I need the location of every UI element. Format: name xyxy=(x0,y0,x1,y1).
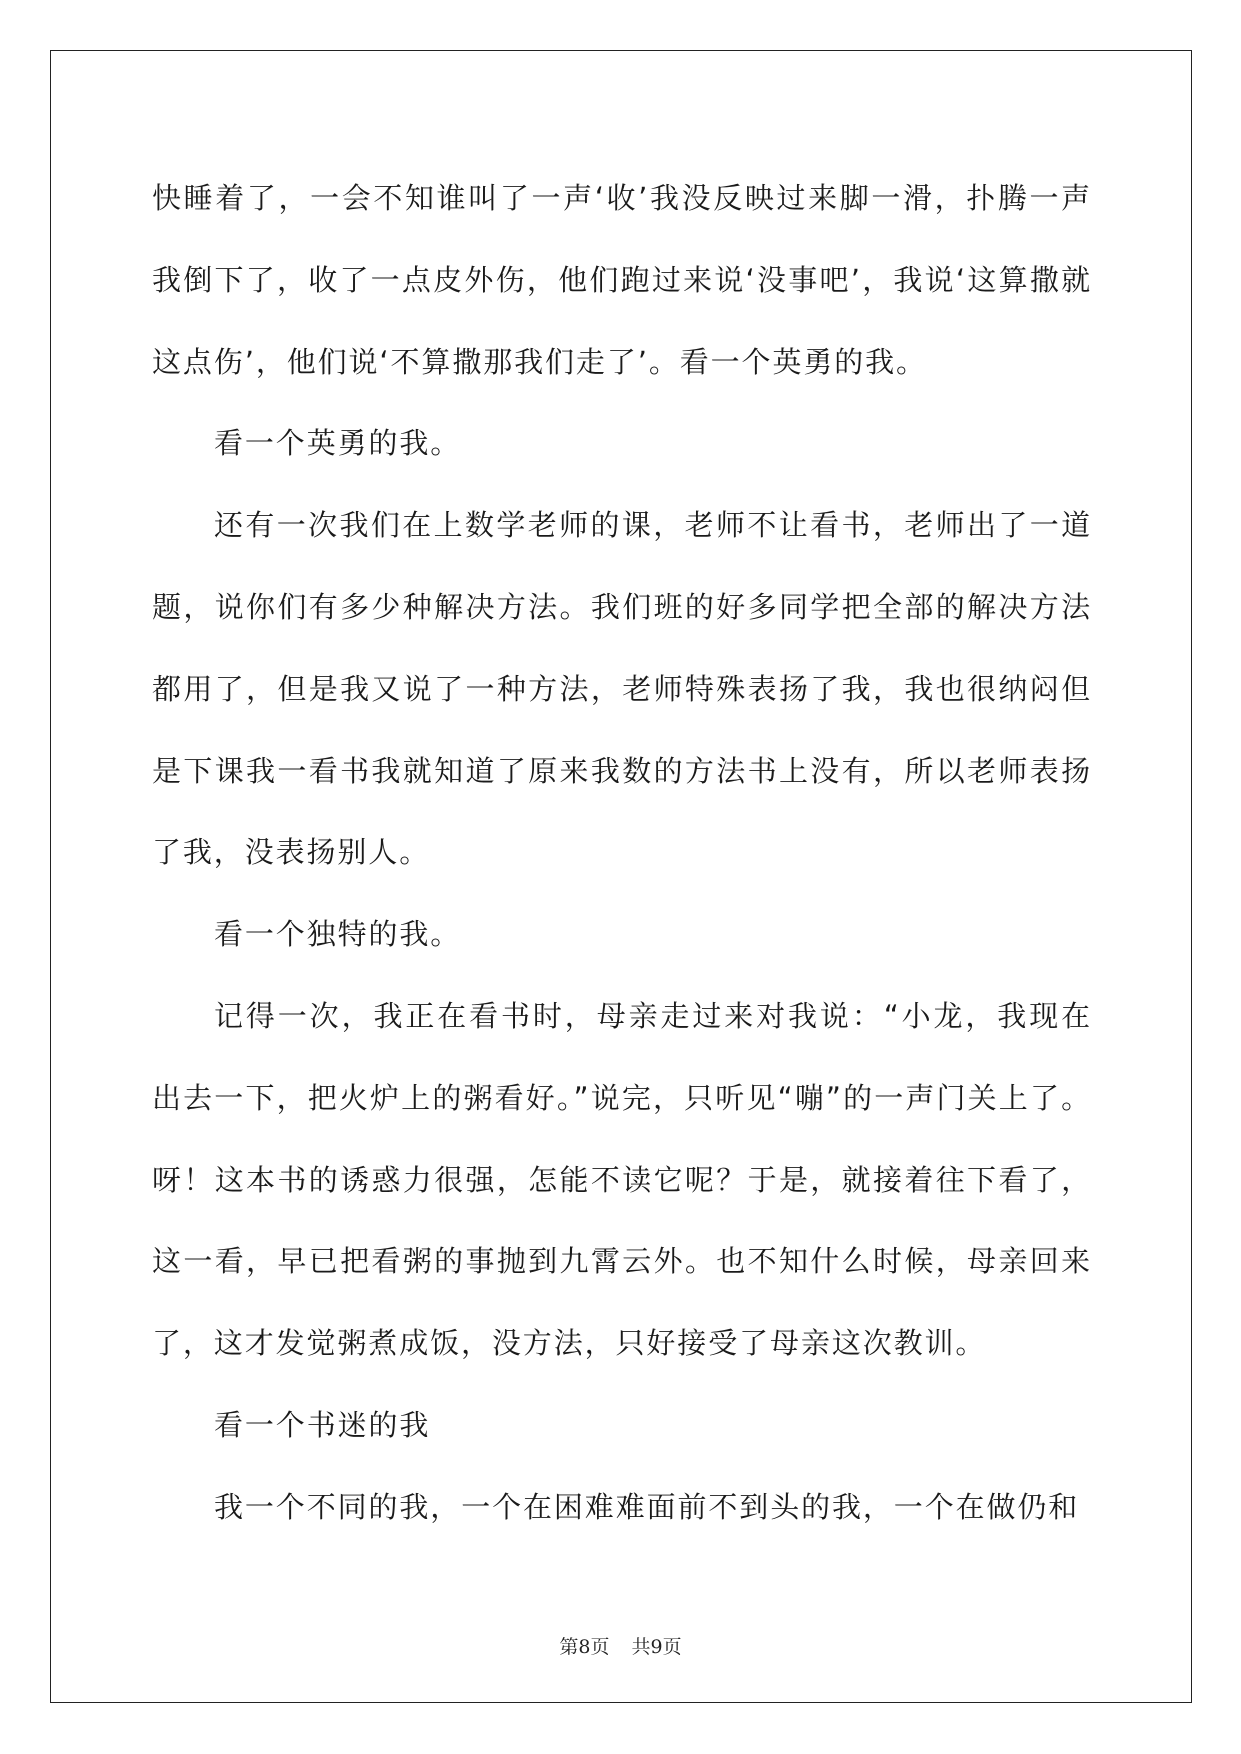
page-number: 第8页 xyxy=(559,1636,610,1658)
document-body xyxy=(152,158,1092,1549)
paragraph: 还有一次我们在上数学老师的课，老师不让看书，老师出了一道题，说你们有多少种解决方法。我们班的好多同学把全部的解决方法都用了，但是我又说了一种方法，老师特殊表扬了我，我也很纳闷但是下课我一看书我就知道了原来我数的方法书上没有，所以老师表扬了我，没表扬别人。 xyxy=(152,508,1092,870)
paragraph: 看一个书迷的我 xyxy=(214,1407,431,1442)
paragraph: 快睡着了，一会不知谁叫了一声‘收’我没反映过来脚一滑，扑腾一声我倒下了，收了一点皮外伤，他们跑过来说‘没事吧’，我说‘这算撒就这点伤’，他们说‘不算撒那我们走了’。看一个英勇的我。 xyxy=(152,181,1092,379)
paragraph: 看一个独特的我。 xyxy=(214,917,462,952)
paragraph: 我一个不同的我，一个在困难难面前不到头的我，一个在做仍和 xyxy=(214,1489,1080,1524)
page-total: 共9页 xyxy=(631,1636,682,1658)
paragraph: 看一个英勇的我。 xyxy=(214,426,462,461)
page-footer xyxy=(0,1632,1241,1659)
paragraph: 记得一次，我正在看书时，母亲走过来对我说：“小龙，我现在出去一下，把火炉上的粥看好。”说完，只听见“嘣”的一声门关上了。呀！这本书的诱惑力很强，怎能不读它呢？于是，就接着往下看了，这一看，早已把看粥的事抛到九霄云外。也不知什么时候，母亲回来了，这才发觉粥煮成饭，没方法，只好接受了母亲这次教训。 xyxy=(152,998,1092,1361)
